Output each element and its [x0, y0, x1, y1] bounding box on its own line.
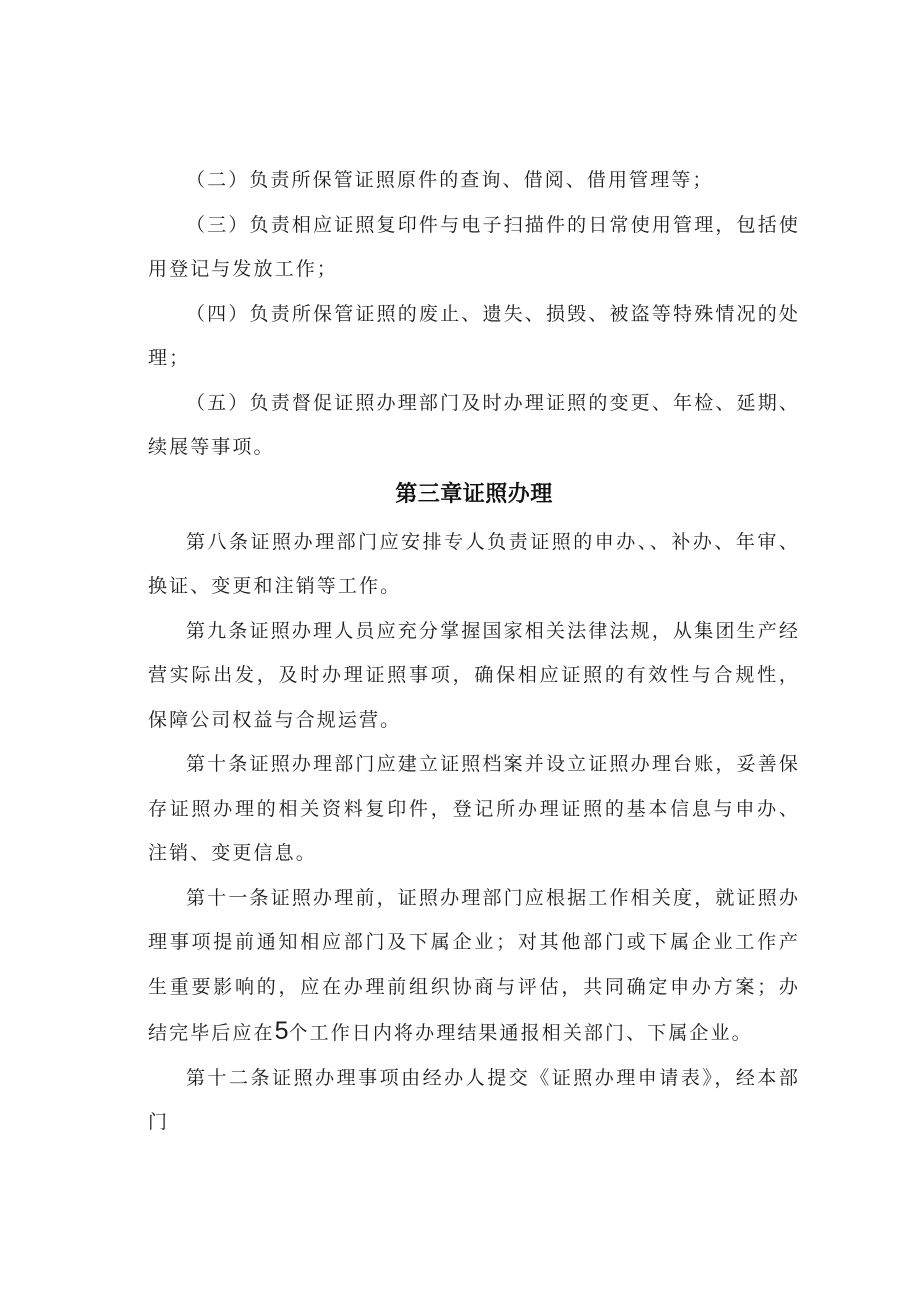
paragraph-duty-2: （二）负责所保管证照原件的查询、借阅、借用管理等； — [186, 169, 714, 191]
chapter-title: 第三章证照办理 — [395, 481, 553, 507]
paragraph-duty-3: （三）负责相应证照复印件与电子扫描件的日常使用管理，包括使用登记与发放工作； — [148, 213, 800, 280]
working-days-number: 5 — [274, 1017, 289, 1045]
paragraph-article-8: 第八条证照办理部门应安排专人负责证照的申办、、补办、年审、换证、变更和注销等工作。 — [148, 530, 800, 597]
article-11-text-start: 第十一条证照办理前，证照办理部门应根据工作相关度，就证照办理事项提前通知相应部门及下属企业；对其他部门或下属企业工作产生重要影响的，应在办理前组织协商与评估，共同确定申办方案；办结完毕后应在 — [148, 886, 800, 1044]
paragraph-duty-5: （五）负责督促证照办理部门及时办理证照的变更、年检、延期、续展等事项。 — [148, 391, 800, 458]
article-11-text-end: 个工作日内将办理结果通报相关部门、下属企业。 — [288, 1022, 753, 1044]
document-body — [148, 158, 800, 1145]
paragraph-duty-4: （四）负责所保管证照的废止、遗失、损毁、被盗等特殊情况的处理； — [148, 302, 800, 369]
paragraph-article-10: 第十条证照办理部门应建立证照档案并设立证照办理台账，妥善保存证照办理的相关资料复印件，登记所办理证照的基本信息与申办、注销、变更信息。 — [148, 753, 800, 864]
paragraph-article-11 — [148, 876, 800, 1056]
paragraph-article-12: 第十二条证照办理事项由经办人提交《证照办理申请表》，经本部门 — [148, 1066, 800, 1133]
paragraph-article-9: 第九条证照办理人员应充分掌握国家相关法律法规，从集团生产经营实际出发，及时办理证照事项，确保相应证照的有效性与合规性，保障公司权益与合规运营。 — [148, 619, 800, 731]
